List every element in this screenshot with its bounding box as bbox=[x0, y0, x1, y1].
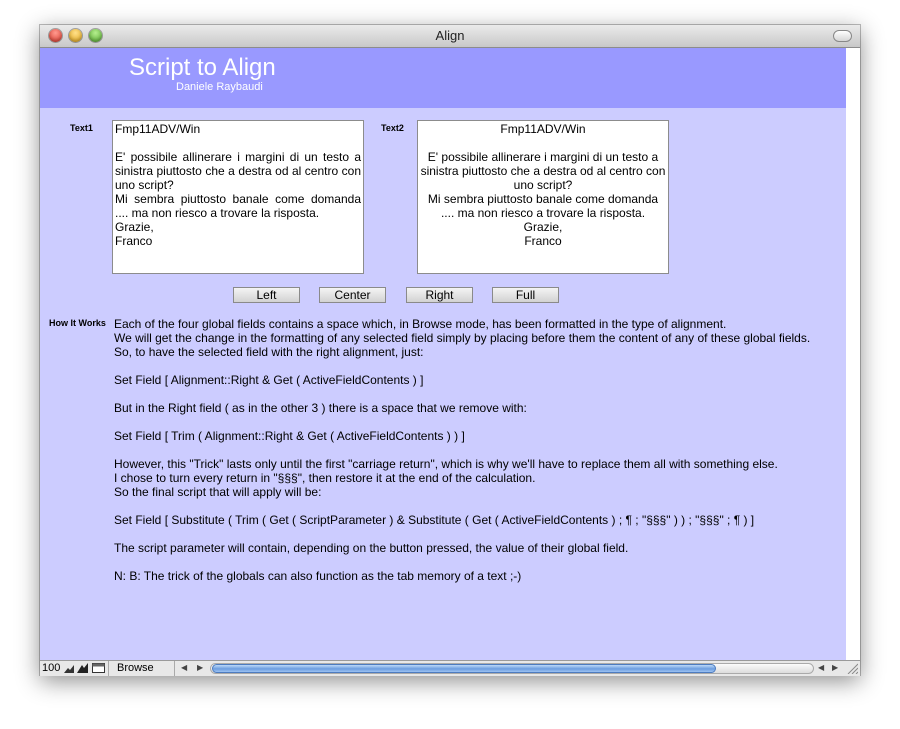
divider bbox=[108, 661, 109, 676]
text1-line: Fmp11ADV/Win bbox=[115, 122, 201, 136]
how-line bbox=[114, 555, 842, 569]
text1-line: Grazie, bbox=[115, 220, 154, 234]
toolbar-toggle-button[interactable] bbox=[833, 30, 852, 42]
text1-line bbox=[115, 136, 361, 150]
how-line: Set Field [ Substitute ( Trim ( Get ( ScriptParameter ) & Substitute ( Get ( ActiveFieldContents ) ; ¶ ; "§§§" ) ) ; "§§§" ; ¶ ) ] bbox=[114, 513, 755, 527]
how-line: But in the Right field ( as in the other 3 ) there is a space that we remove with: bbox=[114, 401, 527, 415]
horizontal-scrollbar[interactable] bbox=[210, 663, 814, 674]
how-line: I chose to turn every return in "§§§", then restore it at the end of the calculation. bbox=[114, 471, 536, 485]
how-line bbox=[114, 359, 842, 373]
text1-field[interactable] bbox=[112, 120, 364, 274]
scrollbar-thumb[interactable] bbox=[212, 664, 716, 673]
title-bar[interactable] bbox=[40, 25, 860, 48]
text2-field[interactable] bbox=[417, 120, 669, 274]
text2-line: Mi sembra piuttosto banale come domanda .... ma non riesco a trovare la risposta. bbox=[427, 192, 659, 220]
how-line: We will get the change in the formatting of any selected field simply by placing before them the content of any of these global fields. bbox=[114, 331, 811, 345]
text2-line: Fmp11ADV/Win bbox=[500, 122, 586, 136]
how-line bbox=[114, 499, 842, 513]
how-it-works-label: How It Works bbox=[49, 318, 106, 328]
text2-label: Text2 bbox=[381, 123, 404, 133]
layout-subtitle: Daniele Raybaudi bbox=[176, 81, 263, 93]
window-title: Align bbox=[435, 28, 465, 43]
how-line: Set Field [ Alignment::Right & Get ( ActiveFieldContents ) ] bbox=[114, 373, 424, 387]
zoom-in-icon[interactable] bbox=[77, 663, 88, 673]
align-full-button[interactable]: Full bbox=[492, 287, 559, 303]
scroll-left-icon[interactable]: ◀ bbox=[181, 663, 188, 672]
how-line: The script parameter will contain, depending on the button pressed, the value of their global field. bbox=[114, 541, 629, 555]
text2-line: E' possibile allinerare i margini di un testo a sinistra piuttosto che a destra od al centro con uno script? bbox=[420, 150, 666, 192]
how-line bbox=[114, 527, 842, 541]
scroll-right-icon[interactable]: ▶ bbox=[832, 663, 839, 672]
text1-line: E' possibile allinerare i margini di un testo a sinistra piuttosto che a destra od al centro con uno script? bbox=[115, 150, 361, 192]
align-left-button[interactable]: Left bbox=[233, 287, 300, 303]
text1-line: Mi sembra piuttosto banale come domanda .... ma non riesco a trovare la risposta. bbox=[115, 192, 361, 220]
how-line: N: B: The trick of the globals can also function as the tab memory of a text ;-) bbox=[114, 569, 522, 583]
how-line bbox=[114, 443, 842, 457]
how-line: So the final script that will apply will be: bbox=[114, 485, 322, 499]
text1-label: Text1 bbox=[70, 123, 93, 133]
how-line: Each of the four global fields contains a space which, in Browse mode, has been formatted in the type of alignment. bbox=[114, 317, 727, 331]
mode-popup[interactable]: Browse bbox=[117, 662, 154, 674]
align-center-button[interactable]: Center bbox=[319, 287, 386, 303]
how-line: However, this "Trick" lasts only until the first "carriage return", which is why we'll have to replace them all with something else. bbox=[114, 457, 778, 471]
zoom-out-icon[interactable] bbox=[64, 664, 74, 673]
app-window bbox=[40, 25, 860, 675]
how-line: Set Field [ Trim ( Alignment::Right & Get ( ActiveFieldContents ) ) ] bbox=[114, 429, 465, 443]
scroll-left-icon[interactable]: ◀ bbox=[818, 663, 825, 672]
right-margin-strip bbox=[846, 48, 860, 660]
layout-header bbox=[40, 48, 846, 108]
text1-line: Franco bbox=[115, 234, 153, 248]
text2-line: Franco bbox=[524, 234, 562, 248]
how-line: So, to have the selected field with the right alignment, just: bbox=[114, 345, 424, 359]
how-line bbox=[114, 387, 842, 401]
how-it-works-text bbox=[114, 317, 842, 583]
zoom-level[interactable]: 100 bbox=[42, 662, 61, 674]
status-toolbar-icon[interactable] bbox=[92, 663, 105, 673]
align-right-button[interactable]: Right bbox=[406, 287, 473, 303]
text2-line bbox=[420, 136, 666, 150]
layout-title: Script to Align bbox=[129, 54, 276, 81]
scroll-right-icon[interactable]: ▶ bbox=[197, 663, 204, 672]
status-bar bbox=[40, 660, 860, 676]
divider bbox=[174, 661, 175, 676]
how-line bbox=[114, 415, 842, 429]
text2-line: Grazie, bbox=[523, 220, 563, 234]
resize-grip-icon[interactable] bbox=[846, 662, 858, 674]
